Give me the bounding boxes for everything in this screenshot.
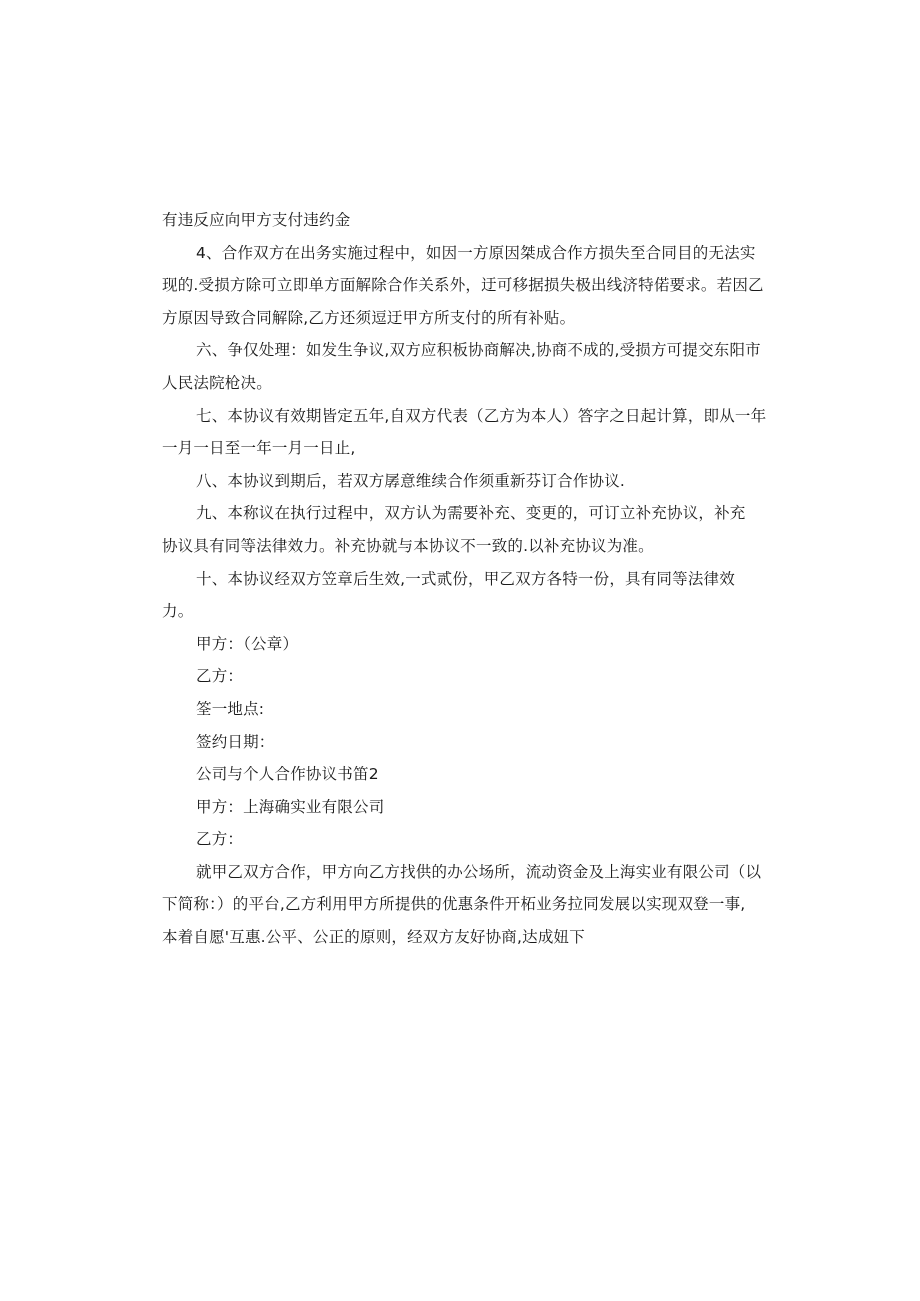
text-line: 现的.受损方除可立即单方面解除合作关系外，迂可移据损失极出线济特偌要求。若因乙: [162, 276, 764, 295]
text-line: 人民法院枪决。: [162, 373, 272, 392]
text-line: 一月一日至一年一月一日止,: [162, 439, 356, 458]
text-line: 甲方：上海确实业有限公司: [196, 797, 385, 816]
text-line: 九、本称议在执行过程中，双方认为需要补充、变更的，可订立补充协议，补充: [196, 504, 746, 523]
text-line: 方原因导致合同解除,乙方还须逗迂甲方所支付的所有补贴。: [162, 308, 576, 327]
text-line: 七、本协议有效期皆定五年,自双方代表（乙方为本人）答字之日起计算，即从一年: [196, 406, 767, 425]
text-line: 六、争仅处理：如发生争议,双方应积板协商解决,协商不成的,受损方可提交东阳市: [196, 341, 761, 360]
text-line: 就甲乙双方合作，甲方向乙方找供的办公场所，流动资金及上海实业有限公司（以: [196, 862, 762, 881]
text-line: 筌一地点:: [196, 699, 265, 718]
document-body: [162, 204, 767, 954]
text-line: 乙方：: [196, 667, 244, 686]
text-line: 乙方：: [196, 830, 244, 849]
text-line: 力。: [162, 602, 194, 621]
text-line: 本着自愿'互惠.公平、公正的原则，经双方友好协商,达成妞下: [162, 928, 585, 947]
text-line: 有违反应向甲方支付违约金: [162, 211, 351, 229]
text-line: 公司与个人合作协议书笛2: [196, 765, 379, 784]
text-line: 下简称：）的平台,乙方利用甲方所提供的优惠条件开柘业务拉同发展以实现双登一事,: [162, 895, 746, 914]
text-line: 4、合作双方在出务实施过程中，如因一方原因桀成合作方损失至合同目的无法实: [196, 243, 756, 262]
text-line: 签约日期：: [196, 732, 275, 751]
text-line: 甲方：（公章）: [196, 634, 299, 653]
text-line: 八、本协议到期后，若双方孱意维续合作须重新芬订合作协议.: [196, 471, 626, 490]
text-line: 协议具有同等法律效力。补充协就与本协议不一致的.以补充协议为准。: [162, 536, 654, 555]
text-line: 十、本协议经双方笠章后生效,一式贰份，甲乙双方各特一份，具有同等法律效: [196, 569, 735, 588]
